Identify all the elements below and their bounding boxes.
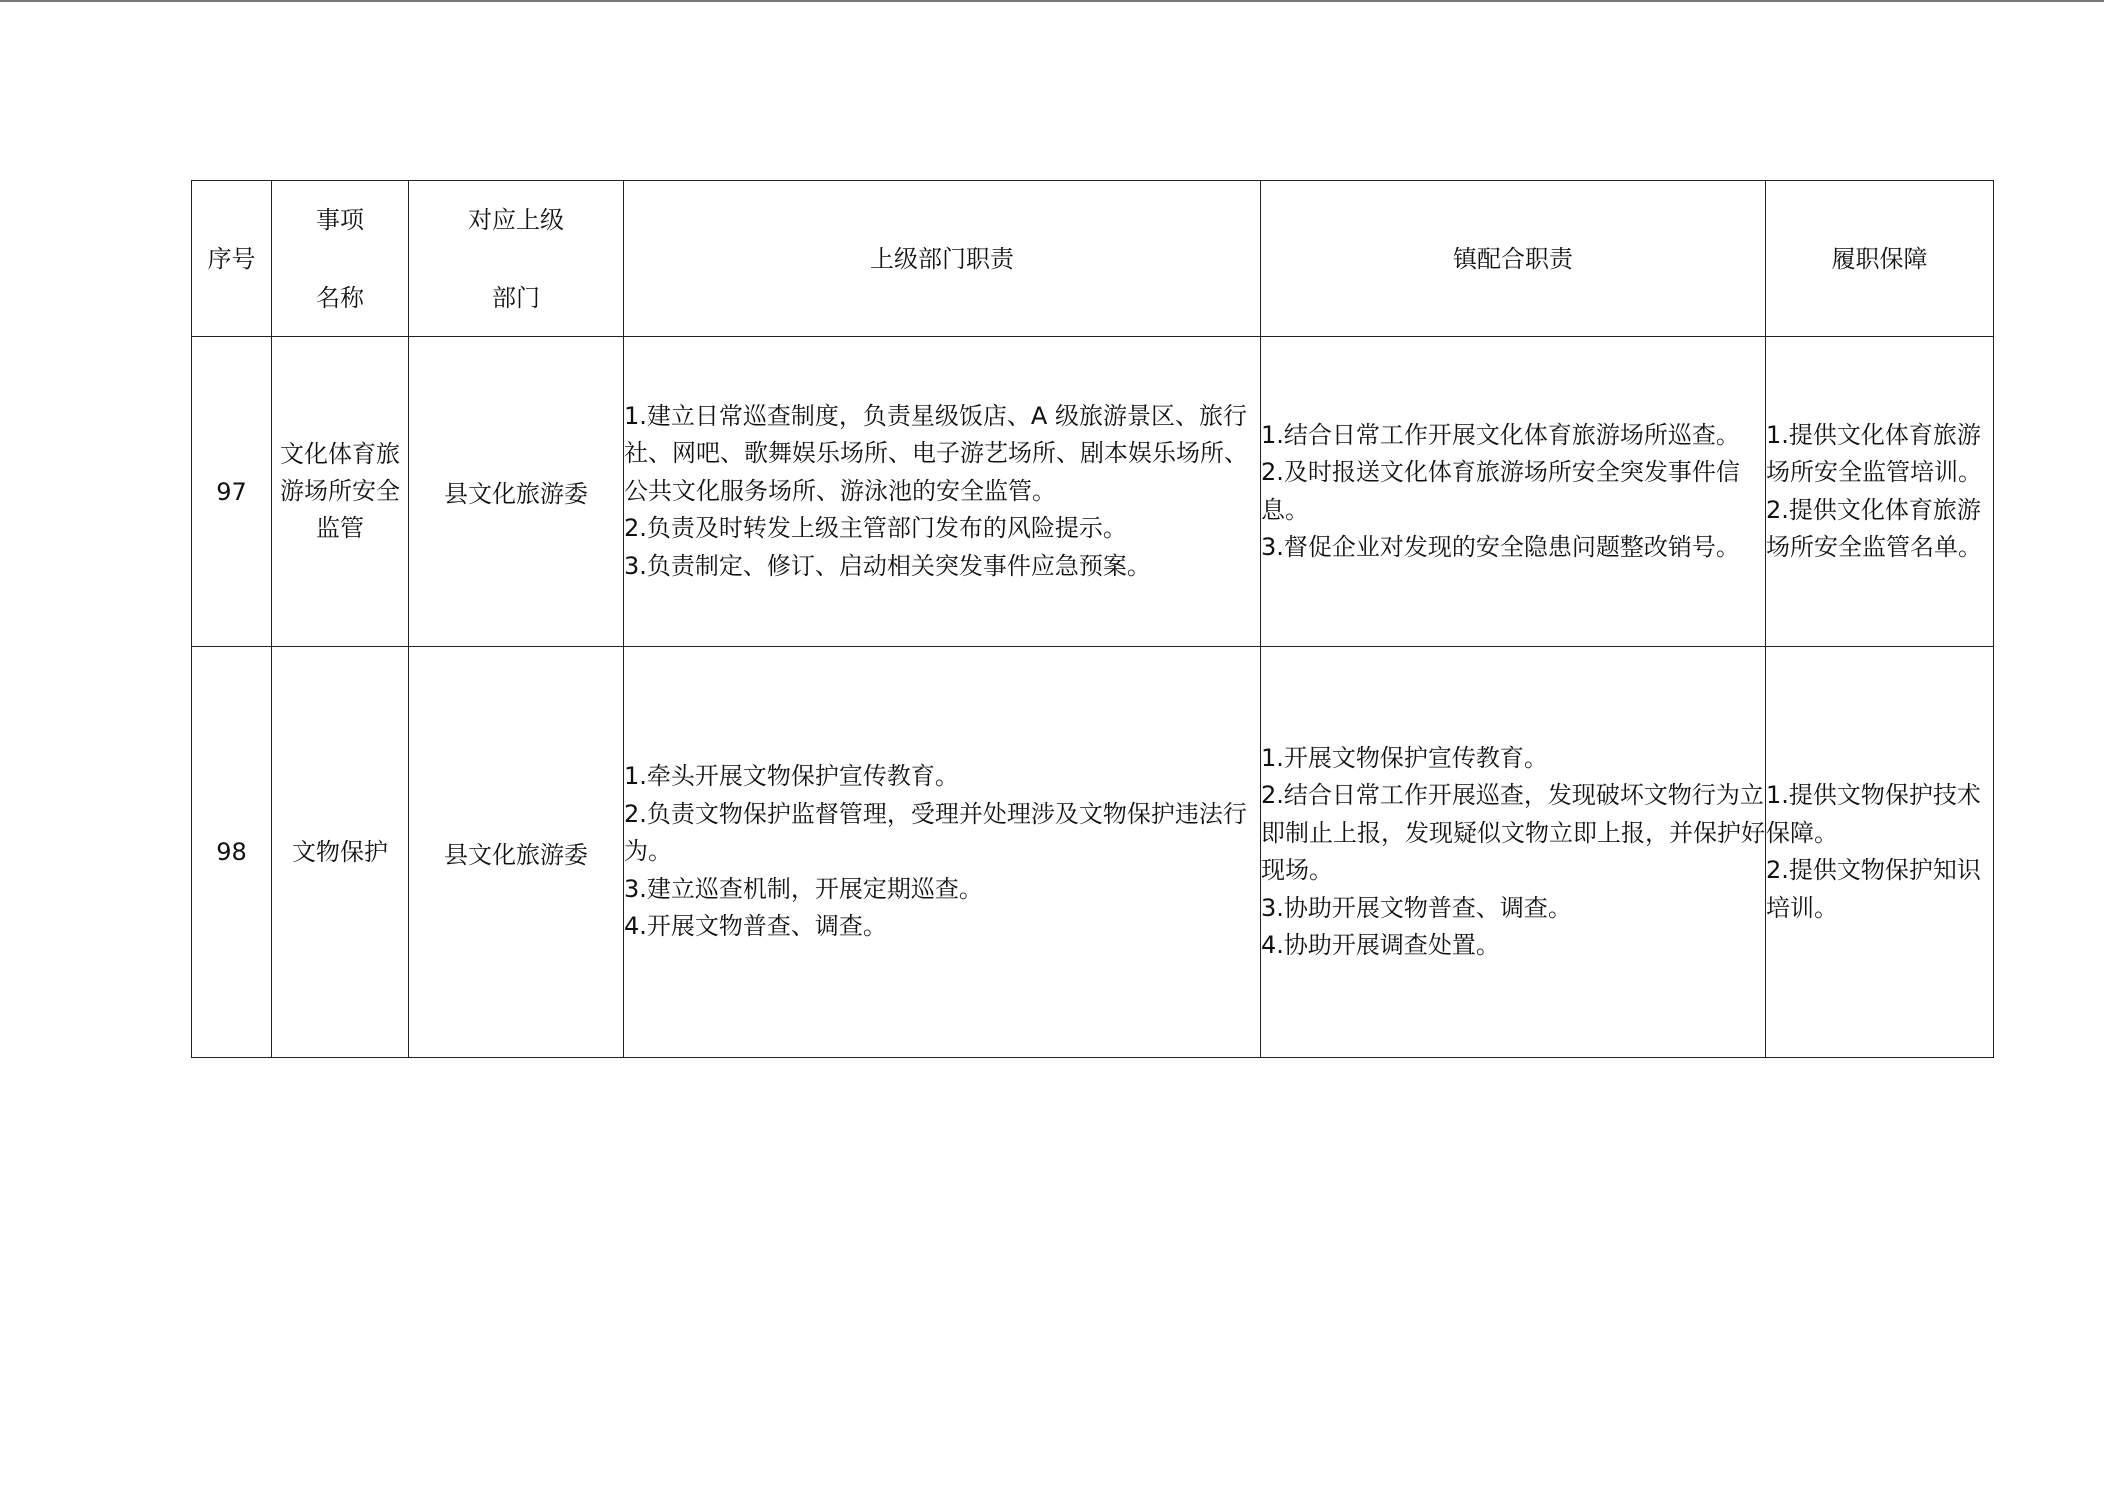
- town-duty-item: 3.督促企业对发现的安全隐患问题整改销号。: [1261, 533, 1740, 561]
- header-town-duties: [1261, 181, 1766, 337]
- row-dept: 县文化旅游委: [409, 337, 624, 647]
- upper-duty-item: 3.建立巡查机制，开展定期巡查。: [624, 874, 983, 903]
- upper-duty-item: 2.负责文物保护监督管理，受理并处理涉及文物保护违法行为。: [624, 799, 1247, 866]
- header-item-name-line2: 名称: [316, 283, 364, 312]
- row-item-name: 文物保护: [272, 647, 409, 1058]
- row-town-duties: [1261, 337, 1766, 647]
- table-header-row: [192, 181, 1994, 337]
- header-upper-duties: [624, 181, 1261, 337]
- header-item-name-line1: 事项: [316, 205, 364, 234]
- town-duty-item: 1.开展文物保护宣传教育。: [1261, 743, 1548, 772]
- header-dept-line1: 对应上级: [468, 205, 564, 234]
- row-guarantee: [1766, 647, 1994, 1058]
- guarantee-item: 2.提供文化体育旅游场所安全监管名单。: [1766, 495, 1982, 561]
- row-seq: 98: [192, 647, 272, 1058]
- table-row: [192, 337, 1994, 647]
- row-upper-duties: [624, 647, 1261, 1058]
- table-row: [192, 647, 1994, 1058]
- header-guarantee: [1766, 181, 1994, 337]
- duty-table: [191, 180, 1994, 1058]
- upper-duty-item: 3.负责制定、修订、启动相关突发事件应急预案。: [624, 551, 1151, 580]
- header-town-duties-text: 镇配合职责: [1453, 244, 1573, 273]
- header-dept-line2: 部门: [492, 283, 540, 312]
- header-seq: [192, 181, 272, 337]
- town-duty-item: 2.结合日常工作开展巡查，发现破坏文物行为立即制止上报，发现疑似文物立即上报，并保护好现场。: [1261, 781, 1765, 884]
- town-duty-item: 3.协助开展文物普查、调查。: [1261, 893, 1572, 922]
- row-seq: 97: [192, 337, 272, 647]
- guarantee-item: 1.提供文化体育旅游场所安全监管培训。: [1766, 420, 1982, 486]
- header-item-name: [272, 181, 409, 337]
- town-duty-item: 4.协助开展调查处置。: [1261, 931, 1500, 959]
- row-town-duties: [1261, 647, 1766, 1058]
- row-upper-duties: [624, 337, 1261, 647]
- upper-duty-item: 4.开展文物普查、调查。: [624, 912, 887, 941]
- guarantee-item: 2.提供文物保护知识培训。: [1766, 856, 1981, 922]
- header-guarantee-text: 履职保障: [1831, 244, 1928, 273]
- town-duty-item: 1.结合日常工作开展文化体育旅游场所巡查。: [1261, 420, 1740, 449]
- header-seq-text: 序号: [207, 244, 256, 273]
- upper-duty-item: 2.负责及时转发上级主管部门发布的风险提示。: [624, 514, 1127, 543]
- header-upper-duties-text: 上级部门职责: [870, 244, 1014, 273]
- guarantee-item: 1.提供文物保护技术保障。: [1766, 781, 1981, 847]
- town-duty-item: 2.及时报送文化体育旅游场所安全突发事件信息。: [1261, 458, 1740, 524]
- header-dept: [409, 181, 624, 337]
- page-top-border: [0, 0, 2104, 2]
- row-item-name: 文化体育旅游场所安全监管: [272, 337, 409, 647]
- row-dept: 县文化旅游委: [409, 647, 624, 1058]
- row-guarantee: [1766, 337, 1994, 647]
- upper-duty-item: 1.牵头开展文物保护宣传教育。: [624, 762, 959, 791]
- upper-duty-item: 1.建立日常巡查制度，负责星级饭店、A 级旅游景区、旅行社、网吧、歌舞娱乐场所、电子游艺场所、剧本娱乐场所、公共文化服务场所、游泳池的安全监管。: [624, 401, 1248, 505]
